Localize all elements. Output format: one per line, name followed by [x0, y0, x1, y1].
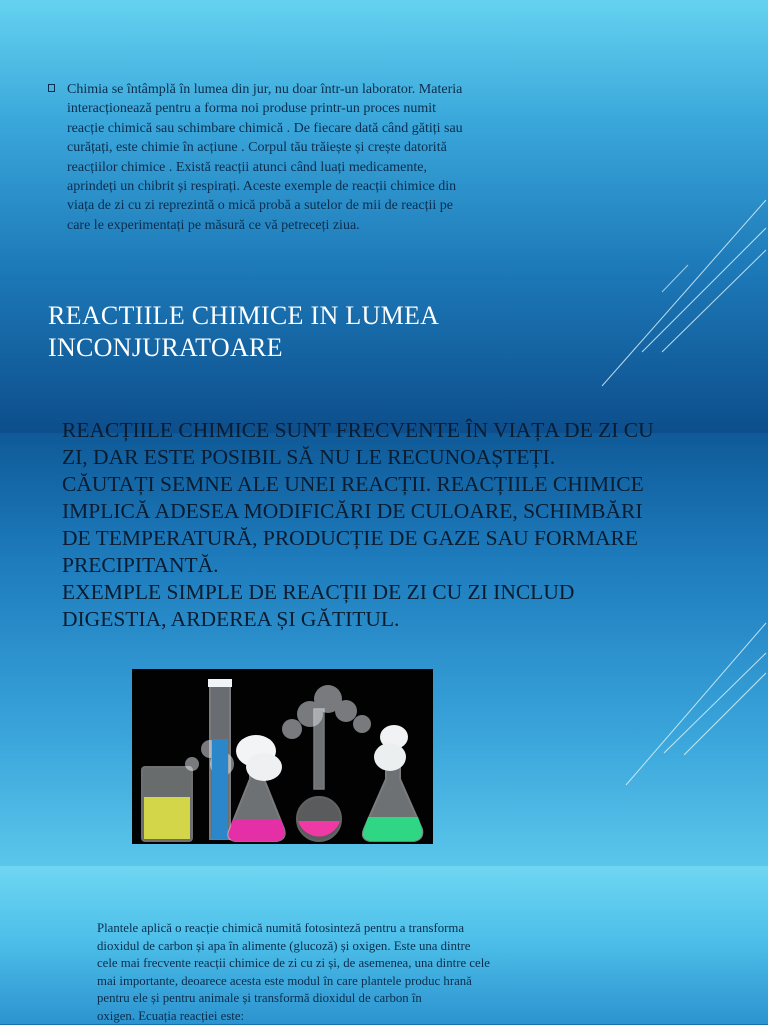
slide-2 [0, 418, 768, 866]
lab-glassware-photo [132, 669, 433, 844]
decorative-lines [568, 433, 768, 866]
bullet-icon [48, 84, 55, 92]
slide-1-bullet-text: Chimia se întâmplă în lumea din jur, nu doar într-un laborator. Materia interacționează pentru a forma noi produse printr-un proces numit reacție chimică sau schimbare chimică . De fiecare dată când gătiți sau curățați, este chimie în acțiune . Corpul tău trăiește și crește datorită reacțiilor chimice . Există reacții atunci când luați medicamente, aprindeți un chibrit și respirați. Aceste exemple de reacții chimice din viața de zi cu zi reprezintă o mică probă a sutelor de mii de reacții pe care le experimentați pe măsură ce vă petreceți ziua. [67, 82, 463, 233]
slide-1 [0, 0, 768, 433]
slide-1-title: REACTIILE CHIMICE IN LUMEA INCONJURATOARE [48, 301, 440, 362]
slide-3 [0, 866, 768, 1024]
slide-2-body-text: REACȚIILE CHIMICE SUNT FRECVENTE ÎN VIAȚA DE ZI CU ZI, DAR ESTE POSIBIL SĂ NU LE RECUNOAȘTEȚI. CĂUTAȚI SEMNE ALE UNEI REACȚII. REACȚIILE CHIMICE IMPLICĂ ADESEA MODIFICĂRI DE CULOARE, SCHIMBĂRI DE TEMPERATURĂ, PRODUCȚIE DE GAZE SAU FORMARE PRECIPITANTĂ. EXEMPLE SIMPLE DE REACȚII DE ZI CU ZI INCLUD DIGESTIA, ARDEREA ȘI GĂTITUL. [62, 418, 654, 631]
slide-3-body-text: Plantele aplică o reacție chimică numită fotosinteză pentru a transforma dioxidul de carbon și apa în alimente (glucoză) și oxigen. Este una dintre cele mai frecvente reacții chimice de zi cu zi și, de asemenea, una dintre cele mai importante, deoarece acesta este modul în care plantele produc hrană pentru ele și pentru animale și transformă dioxidul de carbon în oxigen. Ecuația reacției este: [97, 921, 490, 1023]
decorative-lines [568, 0, 768, 433]
